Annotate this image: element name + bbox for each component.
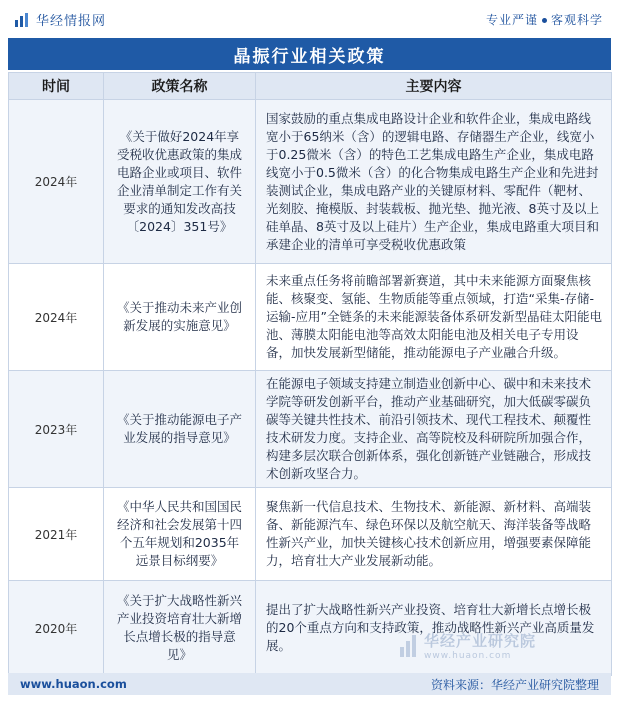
table-row xyxy=(9,371,612,488)
page-title-bar xyxy=(8,38,611,70)
row-content: 未来重点任务将前瞻部署新赛道，其中未来能源方面聚焦核能、核聚变、氢能、生物质能等重点领域，打造“采集-存储-运输-应用”全链条的未来能源装备体系研发新型晶硅太阳能电池、薄膜太阳能电池等高效太阳能电池及相关电子专用设备，加快发展新型储能，推动能源电子产业融合升级。 xyxy=(256,264,612,371)
brand-logo xyxy=(14,10,106,29)
footer-source: 资料来源：华经产业研究院整理 xyxy=(430,677,599,692)
row-year: 2024年 xyxy=(9,100,104,264)
row-year: 2023年 xyxy=(9,371,104,488)
column-header-content: 主要内容 xyxy=(256,73,612,100)
footer-site-link[interactable]: www.huaon.com xyxy=(20,677,127,691)
page-title: 晶振行业相关政策 xyxy=(233,46,386,67)
row-year: 2024年 xyxy=(9,264,104,371)
table-row xyxy=(9,100,612,264)
watermark-logo-icon xyxy=(400,635,418,657)
row-policy-name: 《关于推动能源电子产业发展的指导意见》 xyxy=(104,371,256,488)
row-policy-name: 《中华人民共和国国民经济和社会发展第十四个五年规划和2035年远景目标纲要》 xyxy=(104,488,256,581)
row-policy-name: 《关于推动未来产业创新发展的实施意见》 xyxy=(104,264,256,371)
table-row xyxy=(9,264,612,371)
watermark xyxy=(400,630,536,661)
logo-text: 华经情报网 xyxy=(36,14,107,29)
policy-table xyxy=(8,72,612,676)
column-header-time: 时间 xyxy=(9,73,104,100)
row-content: 聚焦新一代信息技术、生物技术、新能源、新材料、高端装备、新能源汽车、绿色环保以及航空航天、海洋装备等战略性新兴产业，加快关键核心技术创新应用，增强要素保障能力，培育壮大产业发展新动能。 xyxy=(256,488,612,581)
table-row xyxy=(9,581,612,676)
row-year: 2020年 xyxy=(9,581,104,676)
footer-bar xyxy=(8,673,611,695)
header-slogan xyxy=(486,11,603,28)
column-header-policy: 政策名称 xyxy=(104,73,256,100)
row-policy-name: 《关于扩大战略性新兴产业投资培育壮大新增长点增长极的指导意见》 xyxy=(104,581,256,676)
table-header-row xyxy=(9,73,612,100)
slogan-left: 专业严谨 xyxy=(485,13,538,27)
top-header xyxy=(0,0,619,36)
slogan-right: 客观科学 xyxy=(550,13,603,27)
watermark-name: 华经产业研究院 xyxy=(424,632,537,650)
row-content: 提出了扩大战略性新兴产业投资、培育壮大新增长点增长极的20个重点方向和支持政策，推动战略性新兴产业高质量发展。 xyxy=(256,581,612,676)
table-row xyxy=(9,488,612,581)
row-content: 在能源电子领域支持建立制造业创新中心、碳中和未来技术学院等研发创新平台，推动产业基础研究，加大低碳零碳负碳等关键共性技术、前沿引领技术、现代工程技术、颠覆性技术研发力度。支持企业、高等院校及科研院所加强合作，构建多层次联合创新体系，强化创新链产业链融合，形成技术创新攻坚合力。 xyxy=(256,371,612,488)
bullet-dot-icon xyxy=(542,18,547,23)
row-content: 国家鼓励的重点集成电路设计企业和软件企业，集成电路线宽小于65纳米（含）的逻辑电路、存储器生产企业，线宽小于0.25微米（含）的特色工艺集成电路生产企业，集成电路线宽小于0.5微米（含）的化合物集成电路生产企业和先进封装测试企业，集成电路产业的关键原材料、零配件（靶材、光刻胶、掩模版、封装载板、抛光垫、抛光液、8英寸及以上硅单晶、8英寸及以上硅片）生产企业，集成电路重大项目和承建企业的清单可享受税收优惠政策 xyxy=(256,100,612,264)
row-year: 2021年 xyxy=(9,488,104,581)
watermark-url: www.huaon.com xyxy=(424,651,512,661)
logo-icon xyxy=(14,12,30,28)
row-policy-name: 《关于做好2024年享受税收优惠政策的集成电路企业或项目、软件企业清单制定工作有关要求的通知发改高技〔2024〕351号》 xyxy=(104,100,256,264)
